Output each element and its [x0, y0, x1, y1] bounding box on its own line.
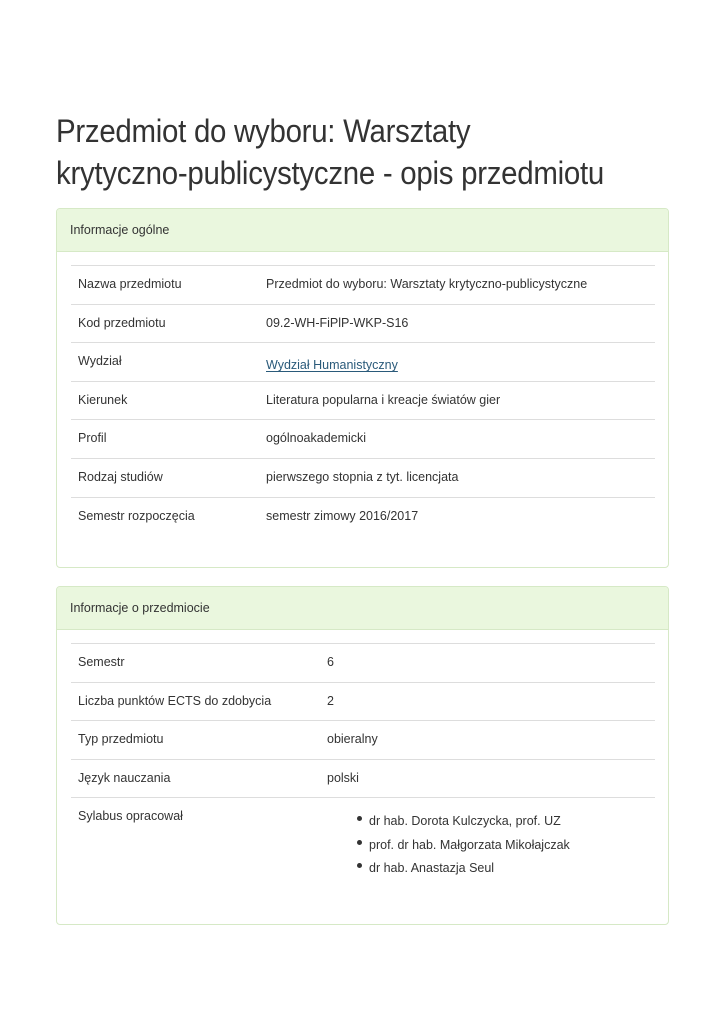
row-label: Język nauczania — [78, 770, 171, 785]
row-label: Rodzaj studiów — [78, 469, 163, 484]
row-value: ogólnoakademicki — [266, 431, 367, 446]
course-info-heading: Informacje o przedmiocie — [57, 587, 668, 630]
list-item: dr hab. Dorota Kulczycka, prof. UZ — [357, 810, 655, 834]
row-label: Wydział — [78, 354, 122, 369]
table-row — [71, 304, 655, 343]
row-label: Profil — [78, 431, 107, 446]
author-list — [357, 810, 655, 881]
row-label: Semestr — [78, 655, 125, 669]
row-value: pierwszego stopnia z tyt. licencjata — [266, 469, 459, 484]
table-row — [71, 682, 655, 721]
general-info-heading: Informacje ogólne — [57, 209, 668, 252]
table-row — [71, 720, 655, 759]
row-label: Typ przedmiotu — [78, 732, 164, 747]
row-value: obieralny — [327, 732, 378, 747]
course-info-panel — [56, 586, 669, 925]
table-row — [71, 643, 655, 682]
row-value — [320, 798, 655, 881]
row-label: Nazwa przedmiotu — [78, 277, 182, 291]
row-value: polski — [327, 770, 359, 785]
row-label: Liczba punktów ECTS do zdobycia — [78, 693, 272, 708]
table-row — [71, 797, 655, 881]
row-value — [259, 343, 655, 381]
table-row — [71, 342, 655, 381]
row-label: Kod przedmiotu — [78, 315, 166, 330]
faculty-link[interactable]: Wydział Humanistyczny — [266, 358, 398, 373]
table-row — [71, 759, 655, 798]
row-label: Sylabus opracował — [78, 809, 183, 824]
table-row — [71, 419, 655, 458]
list-item: prof. dr hab. Małgorzata Mikołajczak — [357, 834, 655, 858]
list-item: dr hab. Anastazja Seul — [357, 857, 655, 881]
table-row — [71, 381, 655, 420]
row-value: 6 — [327, 655, 334, 669]
row-value: 09.2-WH-FiPlP-WKP-S16 — [266, 315, 409, 330]
table-row — [71, 497, 655, 536]
table-row — [71, 265, 655, 304]
course-info-table — [71, 643, 655, 881]
table-row — [71, 458, 655, 497]
row-value: Przedmiot do wyboru: Warsztaty krytyczno-publicystyczne — [266, 277, 588, 291]
row-value: semestr zimowy 2016/2017 — [266, 508, 419, 523]
row-label: Semestr rozpoczęcia — [78, 508, 195, 523]
row-label: Kierunek — [78, 392, 128, 407]
general-info-panel — [56, 208, 669, 568]
row-value: Literatura popularna i kreacje światów gier — [266, 392, 501, 407]
general-info-table — [71, 265, 655, 535]
page-title: Przedmiot do wyboru: Warsztaty krytyczno-publicystyczne - opis przedmiotu — [56, 113, 604, 191]
row-value: 2 — [327, 693, 334, 708]
